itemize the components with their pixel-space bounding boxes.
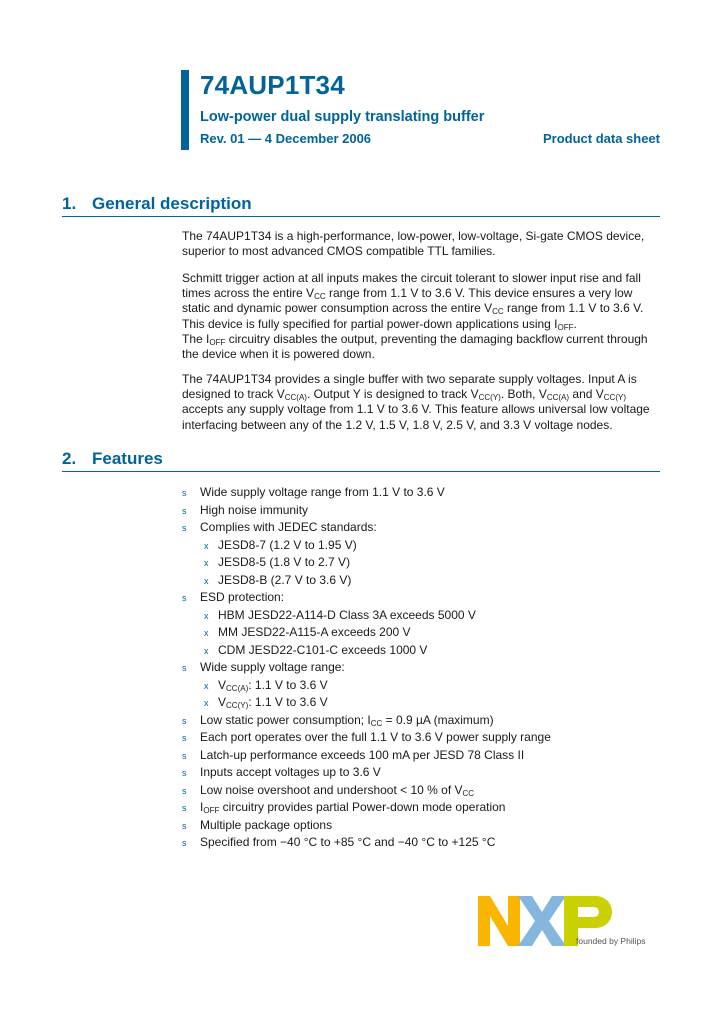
paragraph-1: The 74AUP1T34 is a high-performance, low-power, low-voltage, Si-gate CMOS device, superior to most advanced CMOS compatible TTL families. (182, 229, 645, 259)
list-item: s High noise immunity (182, 502, 660, 520)
bullet-icon: s (182, 820, 187, 831)
list-item: s Low noise overshoot and undershoot < 10 % of $V_{CC}$ (182, 782, 660, 800)
logo-letter-n (478, 896, 520, 946)
list-item: s $I_{OFF}$ circuitry provides partial Power-down mode operation (182, 799, 660, 817)
sub-list-item: x JESD8-5 (1.8 V to 2.7 V) (182, 554, 660, 572)
sub-list-item: x HBM JESD22-A114-D Class 3A exceeds 5000 V (182, 607, 660, 625)
bullet-icon: s (182, 488, 187, 498)
list-item: s Wide supply voltage range from 1.1 V to 3.6 V (182, 484, 660, 502)
logo-tagline: founded by Philips (576, 936, 646, 946)
sub-bullet-icon: x (204, 680, 209, 691)
sub-list-item: x JESD8-7 (1.2 V to 1.95 V) (182, 537, 660, 555)
sub-bullet-icon: x (204, 698, 209, 708)
paragraph-4: The 74AUP1T34 provides a single buffer with two separate supply voltages. Input A is designed to track $V_{CC(A)}$. Output Y is designed to track $V_{CC(Y)}$. Both, $V_{CC(A)}$ and $V_{CC(Y)}$ accepts any supply voltage from 1.1 V to 3.6 V. This feature allows universal low voltage interfacing between any of the 1.2 V, 1.5 V, 1.8 V, 2.5 V, and 3.3 V voltage nodes. (182, 372, 650, 432)
section-title: General description (92, 194, 252, 213)
bullet-icon: s (182, 505, 187, 516)
title-accent-bar (181, 70, 189, 150)
revision-date: Rev. 01 — 4 December 2006 (200, 131, 372, 146)
list-item: s Inputs accept voltages up to 3.6 V (182, 764, 660, 782)
section-heading-general-description (62, 194, 252, 214)
sub-list-item: x $V_{CC(A)}$: 1.1 V to 3.6 V (182, 677, 660, 695)
bullet-icon: s (182, 803, 187, 813)
bullet-icon: s (182, 523, 187, 533)
list-item: s Wide supply voltage range: (182, 659, 660, 677)
sub-list-item: x $V_{CC(Y)}$: 1.1 V to 3.6 V (182, 694, 660, 712)
bullet-icon: s (182, 785, 187, 796)
bullet-icon: s (182, 750, 187, 761)
sub-bullet-icon: x (204, 628, 209, 638)
list-item: s Low static power consumption; $I_{CC} = 0.9$ µA (maximum) (182, 712, 660, 730)
list-item: s Latch-up performance exceeds 100 mA per JESD 78 Class II (182, 747, 660, 765)
list-item: s Each port operates over the full 1.1 V to 3.6 V power supply range (182, 729, 660, 747)
sub-bullet-icon: x (204, 575, 209, 586)
sub-list-item: x JESD8-B (2.7 V to 3.6 V) (182, 572, 660, 590)
section-heading-features (62, 449, 163, 469)
bullet-icon: s (182, 593, 187, 603)
section-number: 1. (62, 194, 77, 213)
document-type: Product data sheet (542, 131, 660, 146)
document-title: 74AUP1T34 (200, 70, 345, 100)
sub-bullet-icon: x (204, 558, 209, 568)
bullet-icon: s (182, 733, 187, 743)
sub-list-item: x CDM JESD22-C101-C exceeds 1000 V (182, 642, 660, 660)
section-number: 2. (62, 449, 77, 468)
document-subtitle: Low-power dual supply translating buffer (200, 109, 485, 125)
list-item: s ESD protection: (182, 589, 660, 607)
bullet-icon: s (182, 768, 187, 778)
section-title: Features (92, 449, 163, 468)
bullet-icon: s (182, 663, 187, 673)
paragraph-2: Schmitt trigger action at all inputs makes the circuit tolerant to slower input rise and fall times across the entire $V_{CC}$ range from 1.1 V to 3.6 V. This device ensures a very low static and dynamic power consumption across the entire $V_{CC}$ range from 1.1 V to 3.6 V. This device is fully specified for partial power-down applications using $I_{OFF}$. The $I_{OFF}$ circuitry disables the output, preventing the damaging backflow current through the device when it is powered down. (182, 271, 660, 362)
sub-bullet-icon: x (204, 610, 209, 621)
section-rule (62, 471, 660, 472)
sub-bullet-icon: x (204, 645, 209, 656)
bullet-icon: s (182, 715, 187, 726)
logo-letter-x (518, 896, 566, 946)
sub-list-item: x MM JESD22-A115-A exceeds 200 V (182, 624, 660, 642)
bullet-icon: s (182, 838, 187, 848)
section-rule (62, 216, 660, 217)
sub-bullet-icon: x (204, 540, 209, 551)
list-item: s Specified from −40 °C to +85 °C and −40 °C to +125 °C (182, 834, 660, 852)
paragraph-3: The $I_{OFF}$ circuitry disables the output, preventing the damaging backflow current through the device when it is powered down. (182, 331, 648, 362)
features-list (182, 484, 660, 852)
list-item: s Multiple package options (182, 817, 660, 835)
list-item: s Complies with JEDEC standards: (182, 519, 660, 537)
